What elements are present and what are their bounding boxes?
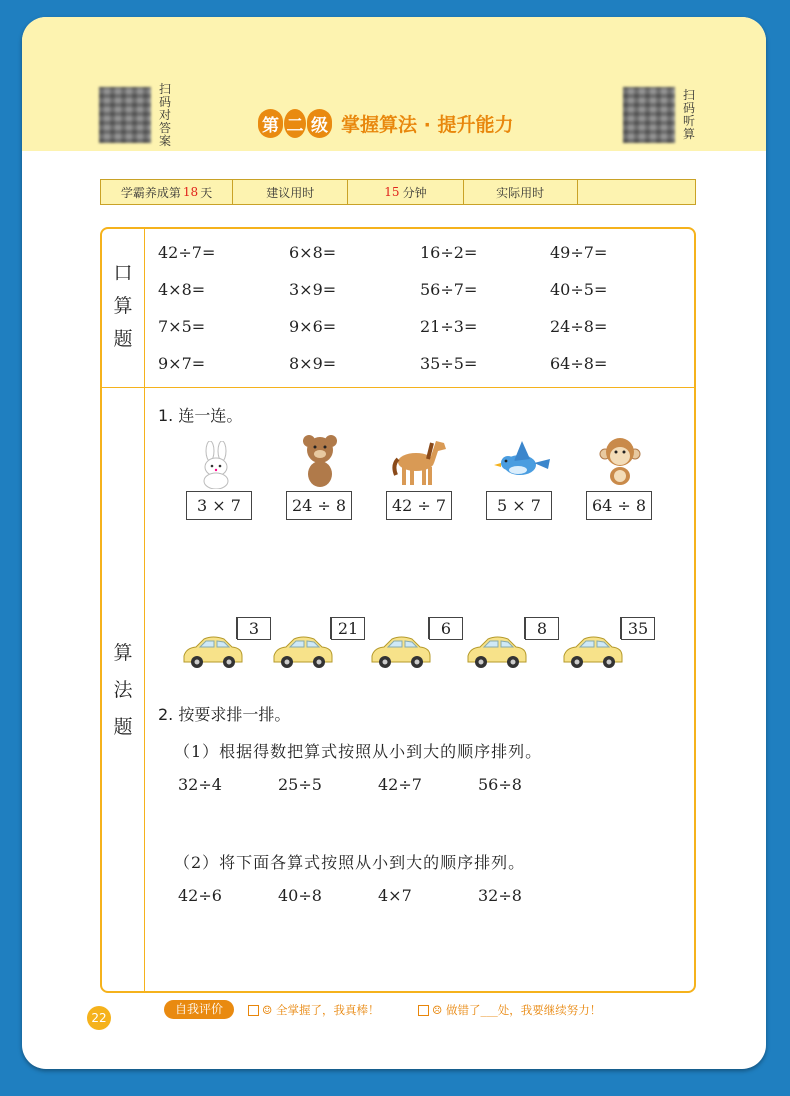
suggested-minutes: 15 <box>384 185 400 199</box>
level-char: 第 <box>258 109 283 138</box>
qr-code-listen-icon[interactable] <box>623 87 675 143</box>
title-text: 掌握算法 · 提升能力 <box>341 113 514 136</box>
option-2-text: ☹ 做错了___处，我要继续努力！ <box>432 1003 602 1017</box>
section-divider <box>102 387 694 388</box>
bird-icon <box>492 439 552 483</box>
sort-expression: 32÷4 <box>178 775 222 794</box>
oral-problem: 21÷3= <box>420 317 478 336</box>
oral-problem: 16÷2= <box>420 243 478 262</box>
checkbox-icon[interactable] <box>418 1005 429 1016</box>
oral-problem: 6×8= <box>289 243 337 262</box>
oral-problem: 64÷8= <box>550 354 608 373</box>
scan-answers-text: 扫 码 对 答 案 <box>158 82 171 148</box>
checkbox-icon[interactable] <box>248 1005 259 1016</box>
exercise-frame <box>100 227 696 993</box>
horse-icon <box>390 435 450 489</box>
animal-expression-box: 42 ÷ 7 <box>386 491 452 520</box>
question-1-title: 1. 连一连。 <box>158 406 243 425</box>
car-icon <box>466 634 528 670</box>
page-number: 22 <box>87 1006 111 1030</box>
info-bar <box>100 179 696 205</box>
oral-label-box-char: 口 <box>113 262 133 284</box>
sort-expression: 42÷6 <box>178 886 222 905</box>
suggested-time-value <box>348 180 463 204</box>
car-icon <box>370 634 432 670</box>
monkey-icon <box>599 434 641 486</box>
method-label-char: 题 <box>113 716 133 738</box>
car-number-box: 8 <box>525 617 559 640</box>
level-char: 级 <box>307 109 332 138</box>
oral-problem: 8×9= <box>289 354 337 373</box>
method-section-label <box>102 635 144 746</box>
self-evaluation-badge: 自我评价 <box>164 1000 234 1019</box>
car-number-box: 35 <box>621 617 655 640</box>
animal-expression-box: 3 × 7 <box>186 491 252 520</box>
workbook-page <box>22 17 766 1069</box>
day-prefix: 学霸养成第 <box>120 185 181 200</box>
oral-problem: 56÷7= <box>420 280 478 299</box>
sort-expression: 25÷5 <box>278 775 322 794</box>
oral-label-char: 算 <box>113 295 133 317</box>
method-label-char: 法 <box>113 679 133 701</box>
oral-problem: 3×9= <box>289 280 337 299</box>
rabbit-icon <box>196 441 236 489</box>
study-day <box>101 180 233 204</box>
suggested-time-label: 建议用时 <box>233 180 348 204</box>
oral-problem: 24÷8= <box>550 317 608 336</box>
header-banner <box>22 17 766 151</box>
option-1-text: ☺ 全掌握了，我真棒！ <box>262 1003 380 1017</box>
actual-time-field[interactable] <box>578 180 695 204</box>
animal-expression-box: 5 × 7 <box>486 491 552 520</box>
actual-time-label: 实际用时 <box>464 180 578 204</box>
car-number-box: 6 <box>429 617 463 640</box>
car-icon <box>562 634 624 670</box>
sort-expression: 4×7 <box>378 886 412 905</box>
level-char: 二 <box>284 109 306 138</box>
oral-problem: 4×8= <box>158 280 206 299</box>
animal-expression-box: 64 ÷ 8 <box>586 491 652 520</box>
oral-label-char: 题 <box>113 328 133 350</box>
scan-listen-text: 扫 码 听 算 <box>682 88 695 141</box>
day-number: 18 <box>182 185 199 199</box>
oral-problem: 7×5= <box>158 317 206 336</box>
side-divider <box>144 229 145 991</box>
oral-section-label <box>102 257 144 356</box>
question-2-title: 2. 按要求排一排。 <box>158 705 291 724</box>
question-2-sub1: （1）根据得数把算式按照从小到大的顺序排列。 <box>174 742 543 761</box>
day-suffix: 天 <box>200 185 213 200</box>
sort-expression: 32÷8 <box>478 886 522 905</box>
minutes-unit: 分钟 <box>402 185 427 200</box>
oral-problem: 9×6= <box>289 317 337 336</box>
question-2-sub2: （2）将下面各算式按照从小到大的顺序排列。 <box>174 853 526 872</box>
oral-problem: 49÷7= <box>550 243 608 262</box>
sort-expression: 40÷8 <box>278 886 322 905</box>
oral-problem: 35÷5= <box>420 354 478 373</box>
method-label-char: 算 <box>113 642 133 664</box>
page-title <box>258 108 513 138</box>
car-icon <box>182 634 244 670</box>
animal-expression-box: 24 ÷ 8 <box>286 491 352 520</box>
car-icon <box>272 634 334 670</box>
oral-problem: 40÷5= <box>550 280 608 299</box>
oral-problem: 42÷7= <box>158 243 216 262</box>
car-number-box: 3 <box>237 617 271 640</box>
oral-problem: 9×7= <box>158 354 206 373</box>
self-eval-option-1[interactable] <box>248 1002 379 1018</box>
sort-expression: 42÷7 <box>378 775 422 794</box>
bear-icon <box>300 432 340 488</box>
car-number-box: 21 <box>331 617 365 640</box>
level-badge <box>258 109 333 138</box>
self-eval-option-2[interactable] <box>418 1002 601 1018</box>
sort-expression: 56÷8 <box>478 775 522 794</box>
qr-code-answers-icon[interactable] <box>99 87 151 143</box>
